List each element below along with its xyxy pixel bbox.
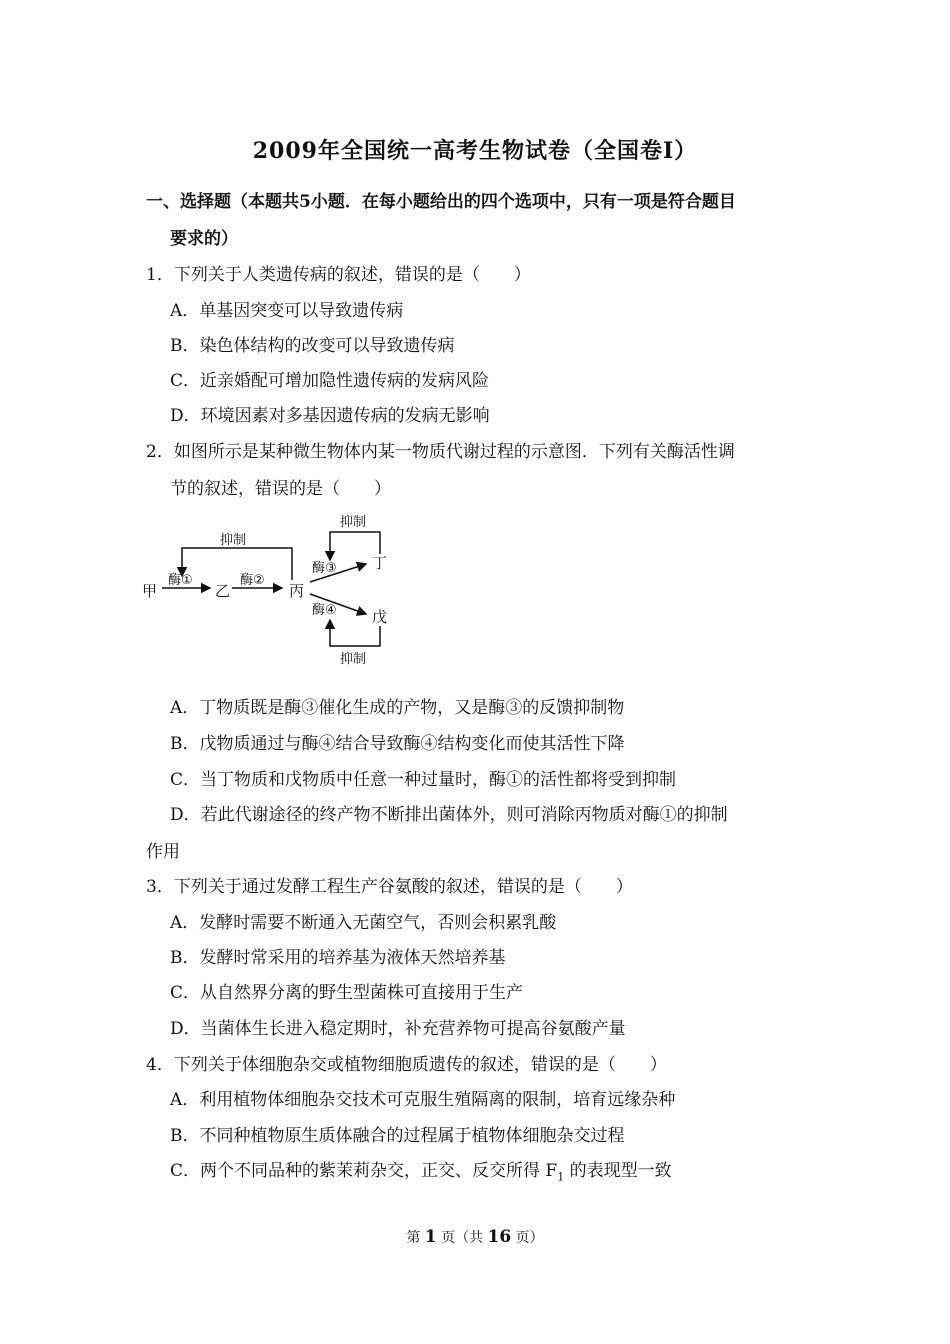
label-yi: 乙 [215, 582, 231, 600]
label-ding: 丁 [372, 554, 388, 572]
inhibit-label-right-top: 抑制 [340, 515, 367, 530]
label-enzyme4: 酶④ [312, 603, 337, 618]
section-heading-line2: 要求的） [170, 229, 238, 249]
label-jia: 甲 [142, 582, 158, 600]
inhibit-loop-top [182, 548, 292, 580]
question-1-stem: 1．下列关于人类遗传病的叙述，错误的是（ ） [146, 265, 531, 285]
footer-page-number: 1 [424, 1227, 437, 1247]
question-3-option-c: C．从自然界分离的野生型菌株可直接用于生产 [170, 983, 524, 1003]
footer-pre: 第 [406, 1230, 421, 1246]
question-4-option-a: A．利用植物体细胞杂交技术可克服生殖隔离的限制，培育远缘杂种 [170, 1090, 676, 1110]
question-2-stem: 2．如图所示是某种微生物体内某一物质代谢过程的示意图．下列有关酶活性调 [146, 442, 735, 462]
label-enzyme1: 酶① [168, 573, 193, 588]
label-bing: 丙 [289, 582, 305, 600]
question-2-option-a: A．丁物质既是酶③催化生成的产物，又是酶③的反馈抑制物 [170, 698, 625, 718]
question-3-option-a: A．发酵时需要不断通入无菌空气，否则会积累乳酸 [170, 913, 557, 933]
question-3-option-b: B．发酵时常采用的培养基为液体天然培养基 [170, 948, 506, 968]
label-enzyme3: 酶③ [312, 561, 337, 576]
question-3-stem: 3．下列关于通过发酵工程生产谷氨酸的叙述，错误的是（ ） [146, 877, 633, 897]
question-4-option-c [170, 1156, 672, 1183]
question-2-option-d: D．若此代谢途径的终产物不断排出菌体外，则可消除丙物质对酶①的抑制 [170, 805, 728, 825]
question-2-option-d-cont: 作用 [146, 842, 180, 862]
footer-mid: 页（共 [441, 1230, 484, 1246]
inhibit-label-right-bottom: 抑制 [340, 652, 367, 667]
page-footer [0, 1227, 950, 1247]
question-4-option-c-subscript: 1 [557, 1170, 565, 1184]
question-1-option-d: D．环境因素对多基因遗传病的发病无影响 [170, 406, 490, 426]
label-enzyme2: 酶② [240, 573, 265, 588]
question-4-option-c-suffix: 的表现型一致 [564, 1161, 672, 1181]
question-4-stem: 4．下列关于体细胞杂交或植物细胞质遗传的叙述，错误的是（ ） [146, 1055, 667, 1075]
question-1-option-a: A．单基因突变可以导致遗传病 [170, 301, 404, 321]
question-2-stem-cont: 节的叙述，错误的是（ ） [170, 479, 391, 499]
metabolic-pathway-diagram [140, 510, 400, 670]
question-1-option-b: B．染色体结构的改变可以导致遗传病 [170, 336, 455, 356]
question-2-option-c: C．当丁物质和戊物质中任意一种过量时，酶①的活性都将受到抑制 [170, 770, 677, 790]
question-4-option-c-prefix: C．两个不同品种的紫茉莉杂交，正交、反交所得 F [170, 1161, 558, 1181]
page-title: 2009年全国统一高考生物试卷（全国卷Ⅰ） [252, 138, 698, 164]
section-heading-line1: 一、选择题（本题共5小题．在每小题给出的四个选项中，只有一项是符合题目 [146, 192, 736, 212]
question-3-option-d: D．当菌体生长进入稳定期时，补充营养物可提高谷氨酸产量 [170, 1019, 626, 1039]
question-1-option-c: C．近亲婚配可增加隐性遗传病的发病风险 [170, 371, 490, 391]
question-2-option-b: B．戊物质通过与酶④结合导致酶④结构变化而使其活性下降 [170, 734, 625, 754]
footer-post: 页） [515, 1230, 544, 1246]
label-wu: 戊 [372, 608, 388, 626]
footer-total-pages: 16 [487, 1227, 512, 1247]
question-4-option-b: B．不同种植物原生质体融合的过程属于植物体细胞杂交过程 [170, 1126, 625, 1146]
inhibit-label-top: 抑制 [220, 533, 247, 548]
